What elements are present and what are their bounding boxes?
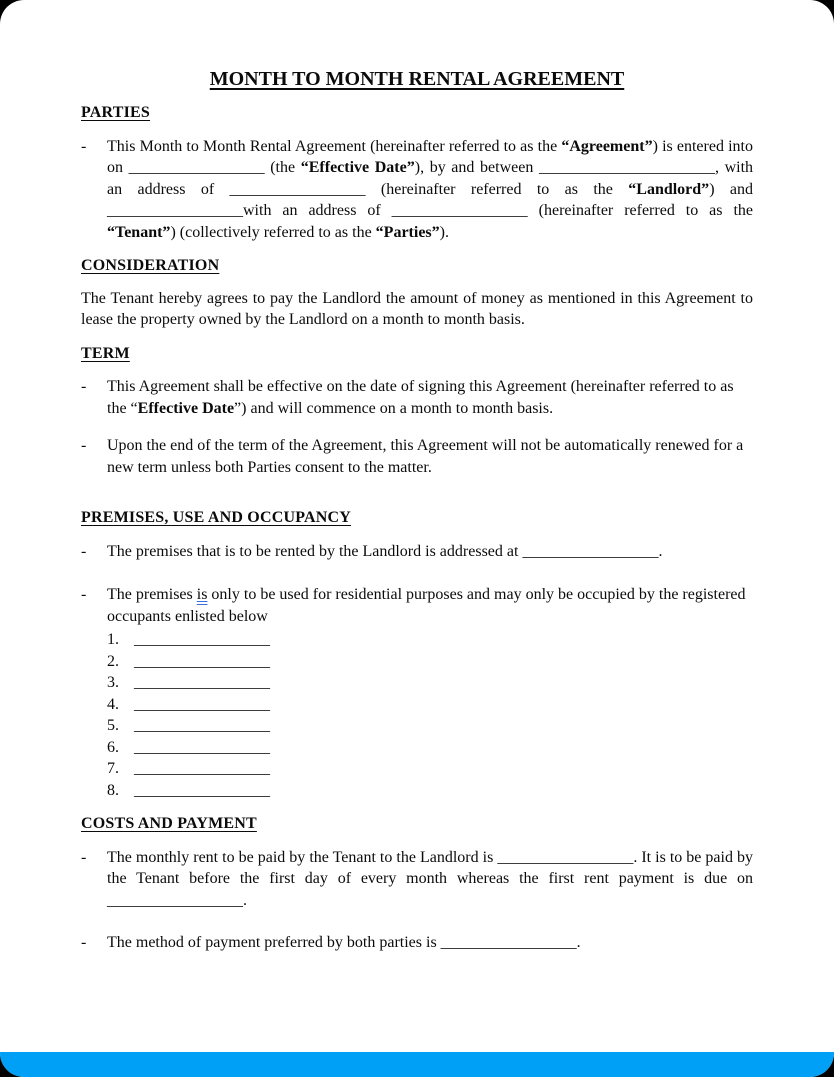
bullet-dash: -	[81, 378, 87, 395]
costs-paragraph-1: The monthly rent to be paid by the Tenant to the Landlord is _________________. It is to be paid by the Tenant before the first day of every month whereas the first rent payment is due on _________________.	[107, 848, 753, 909]
occupant-blank-field[interactable]: _________________	[134, 717, 270, 734]
occupant-number: 4.	[107, 695, 119, 713]
premises-paragraph-1: The premises that is to be rented by the Landlord is addressed at _________________.	[107, 542, 663, 560]
term-bullet-1	[81, 376, 753, 419]
occupant-row	[107, 715, 753, 737]
occupant-blank-field[interactable]: _________________	[134, 652, 270, 670]
occupant-number: 3.	[107, 674, 119, 691]
document-content	[81, 0, 753, 954]
document-title: MONTH TO MONTH RENTAL AGREEMENT	[209, 68, 625, 90]
bullet-dash: -	[81, 437, 87, 454]
occupant-blank-field[interactable]: _________________	[134, 738, 270, 756]
occupant-blank-field[interactable]: _________________	[134, 760, 270, 777]
occupant-row	[107, 694, 753, 716]
occupant-number: 7.	[107, 760, 119, 777]
occupant-number: 6.	[107, 738, 119, 756]
costs-bullet-1	[81, 847, 753, 912]
bullet-dash: -	[81, 848, 87, 866]
occupant-blank-field[interactable]: _________________	[134, 695, 270, 713]
occupant-row	[107, 651, 753, 673]
occupant-row	[107, 629, 753, 651]
bullet-dash: -	[81, 934, 87, 951]
parties-bullet	[81, 136, 753, 244]
footer-accent-bar	[0, 1052, 834, 1077]
premises-paragraph-2: The premises is only to be used for residential purposes and may only be occupied by the registered occupants enlisted below	[107, 586, 746, 625]
occupant-number: 2.	[107, 652, 119, 670]
term-paragraph-1: This Agreement shall be effective on the date of signing this Agreement (hereinafter referred to as the “Effective Date”) and will commence on a month to month basis.	[107, 378, 734, 417]
term-paragraph-2: Upon the end of the term of the Agreement, this Agreement will not be automatically renewed for a new term unless both Parties consent to the matter.	[107, 437, 744, 476]
occupant-list	[107, 629, 753, 801]
occupant-row	[107, 672, 753, 694]
occupant-row	[107, 758, 753, 780]
premises-bullet-2	[81, 584, 753, 627]
occupant-row	[107, 737, 753, 759]
bullet-dash: -	[81, 586, 87, 603]
costs-bullet-2	[81, 932, 753, 954]
bullet-dash: -	[81, 137, 87, 155]
premises-bullet-1	[81, 541, 753, 563]
term-bullet-2	[81, 435, 753, 478]
section-heading-term: TERM	[81, 344, 130, 362]
occupant-number: 5.	[107, 717, 119, 734]
occupant-number: 1.	[107, 631, 119, 648]
occupant-number: 8.	[107, 781, 119, 799]
bullet-dash: -	[81, 542, 87, 560]
section-heading-consideration: CONSIDERATION	[81, 257, 220, 274]
parties-paragraph: This Month to Month Rental Agreement (hereinafter referred to as the “Agreement”) is entered into on _________________ (the “Effective Date”), by and between ______________________, with an address of _________________ (hereinafter referred to as the “Landlord”) and _________________with an address of _________________ (hereinafter referred to as the “Tenant”) (collectively referred to as the “Parties”).	[107, 137, 754, 241]
costs-paragraph-2: The method of payment preferred by both parties is _________________.	[107, 934, 581, 951]
occupant-row	[107, 780, 753, 802]
occupant-blank-field[interactable]: _________________	[134, 631, 270, 648]
section-heading-premises: PREMISES, USE AND OCCUPANCY	[81, 509, 352, 526]
occupant-blank-field[interactable]: _________________	[134, 781, 270, 799]
consideration-paragraph: The Tenant hereby agrees to pay the Landlord the amount of money as mentioned in this Agreement to lease the property owned by the Landlord on a month to month basis.	[81, 289, 753, 328]
section-heading-parties: PARTIES	[81, 104, 151, 121]
occupant-blank-field[interactable]: _________________	[134, 674, 270, 691]
section-heading-costs: COSTS AND PAYMENT	[81, 815, 257, 832]
